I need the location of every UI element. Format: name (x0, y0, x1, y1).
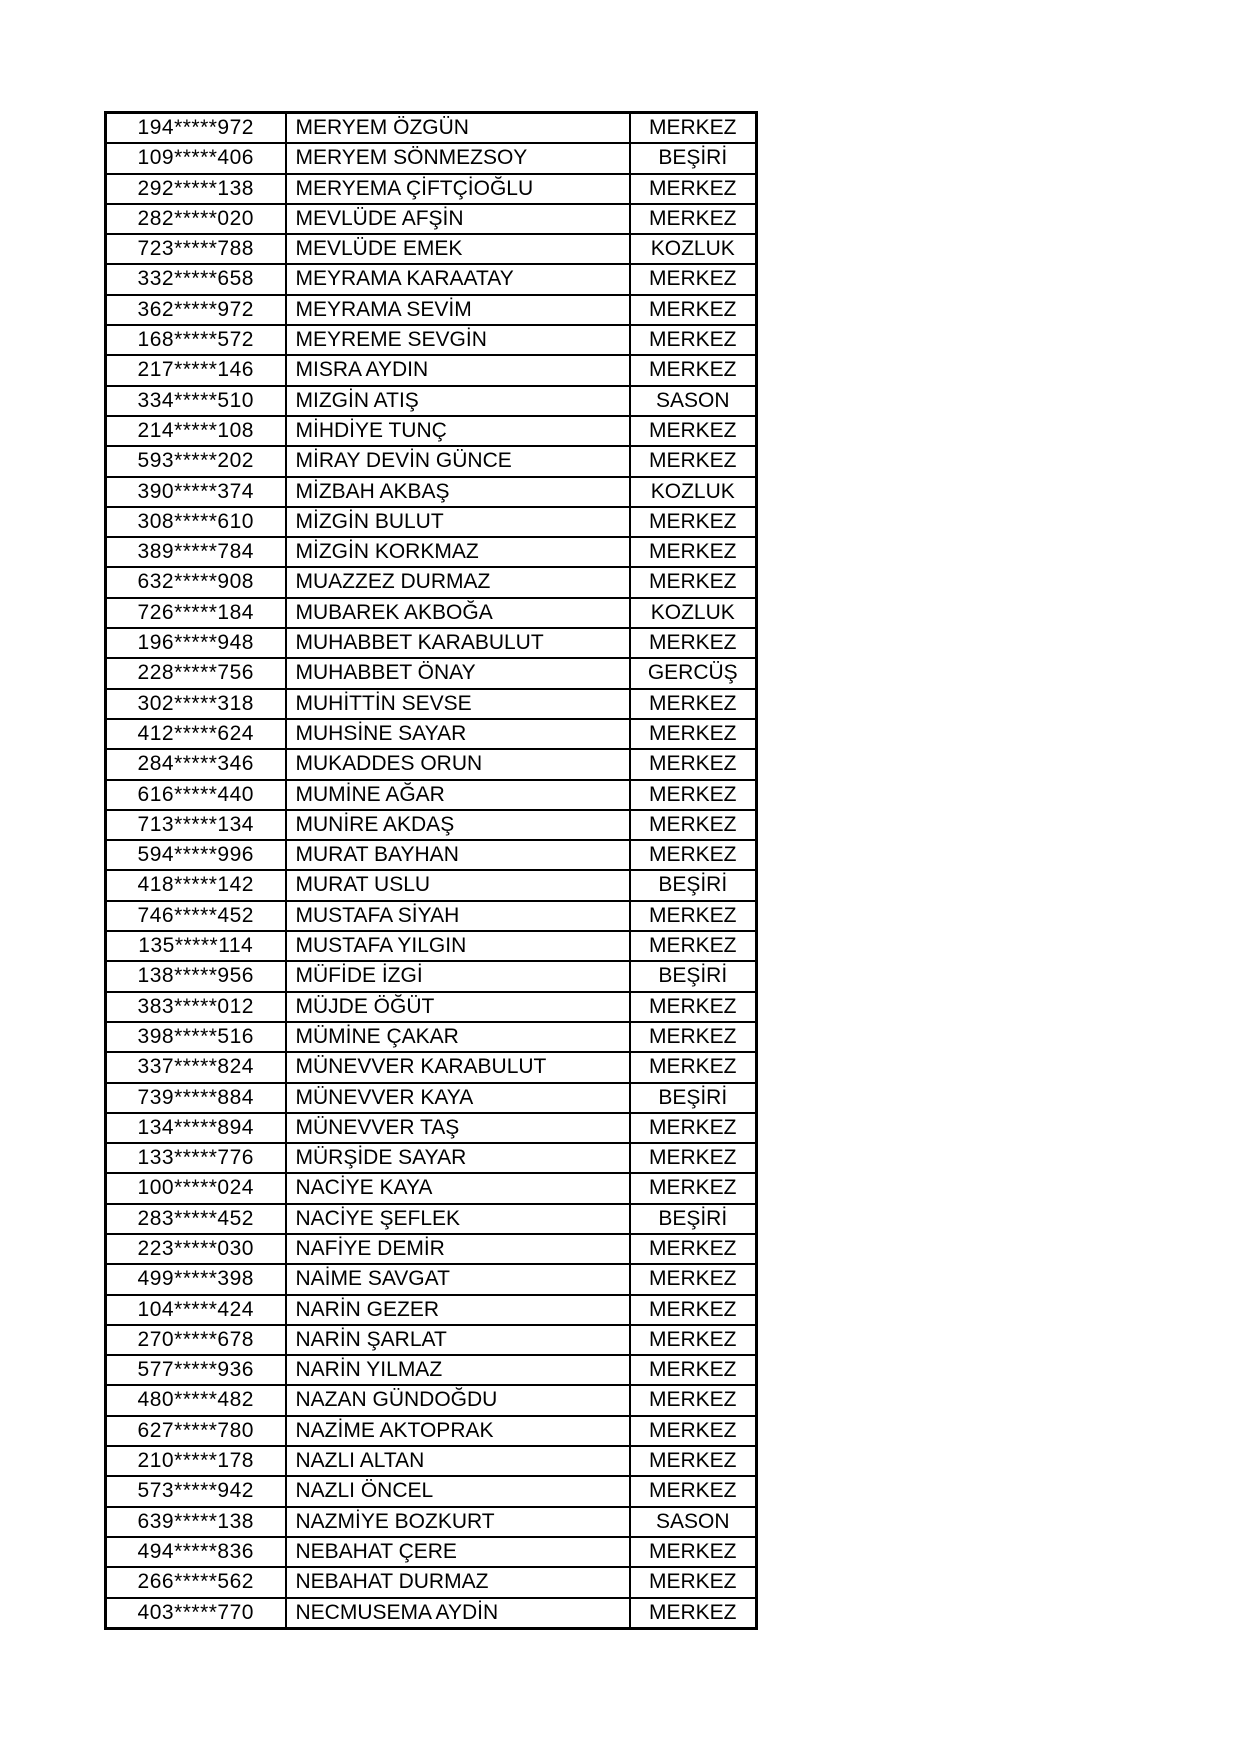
name-cell: MİZBAH AKBAŞ (286, 477, 630, 507)
district-cell: MERKEZ (630, 355, 757, 385)
table-row (106, 1173, 757, 1203)
masked-id-cell: 332*****658 (106, 264, 286, 294)
masked-id-cell: 593*****202 (106, 446, 286, 476)
name-cell: MİRAY DEVİN GÜNCE (286, 446, 630, 476)
name-cell: NARİN YILMAZ (286, 1355, 630, 1385)
name-cell: NARİN ŞARLAT (286, 1325, 630, 1355)
table-row (106, 1476, 757, 1506)
table-row (106, 567, 757, 597)
table-row (106, 1143, 757, 1173)
masked-id-cell: 418*****142 (106, 870, 286, 900)
table-row (106, 537, 757, 567)
masked-id-cell: 214*****108 (106, 416, 286, 446)
name-cell: MUHİTTİN SEVSE (286, 689, 630, 719)
masked-id-cell: 713*****134 (106, 810, 286, 840)
masked-id-cell: 362*****972 (106, 295, 286, 325)
district-cell: MERKEZ (630, 780, 757, 810)
district-cell: MERKEZ (630, 1537, 757, 1567)
district-cell: KOZLUK (630, 234, 757, 264)
name-cell: MUSTAFA YILGIN (286, 931, 630, 961)
district-cell: MERKEZ (630, 810, 757, 840)
table-row (106, 628, 757, 658)
district-cell: MERKEZ (630, 295, 757, 325)
table-row (106, 113, 757, 144)
records-table (104, 111, 758, 1630)
masked-id-cell: 616*****440 (106, 780, 286, 810)
table-row (106, 295, 757, 325)
district-cell: MERKEZ (630, 689, 757, 719)
name-cell: MIZGİN ATIŞ (286, 386, 630, 416)
district-cell: MERKEZ (630, 174, 757, 204)
table-row (106, 1264, 757, 1294)
masked-id-cell: 168*****572 (106, 325, 286, 355)
district-cell: MERKEZ (630, 840, 757, 870)
name-cell: NAZLI ALTAN (286, 1446, 630, 1476)
district-cell: SASON (630, 1507, 757, 1537)
masked-id-cell: 133*****776 (106, 1143, 286, 1173)
district-cell: MERKEZ (630, 1416, 757, 1446)
name-cell: MUSTAFA SİYAH (286, 901, 630, 931)
masked-id-cell: 627*****780 (106, 1416, 286, 1446)
table-row (106, 1446, 757, 1476)
table-row (106, 1385, 757, 1415)
name-cell: MUHABBET ÖNAY (286, 658, 630, 688)
table-row (106, 749, 757, 779)
name-cell: NAFİYE DEMİR (286, 1234, 630, 1264)
table-row (106, 689, 757, 719)
table-row (106, 1083, 757, 1113)
district-cell: MERKEZ (630, 992, 757, 1022)
name-cell: MEYRAMA KARAATAY (286, 264, 630, 294)
masked-id-cell: 577*****936 (106, 1355, 286, 1385)
district-cell: MERKEZ (630, 1355, 757, 1385)
masked-id-cell: 480*****482 (106, 1385, 286, 1415)
district-cell: GERCÜŞ (630, 658, 757, 688)
district-cell: MERKEZ (630, 931, 757, 961)
table-row (106, 931, 757, 961)
records-table-body (106, 113, 757, 1629)
masked-id-cell: 632*****908 (106, 567, 286, 597)
district-cell: BEŞİRİ (630, 961, 757, 991)
masked-id-cell: 135*****114 (106, 931, 286, 961)
name-cell: NAZMİYE BOZKURT (286, 1507, 630, 1537)
district-cell: MERKEZ (630, 1264, 757, 1294)
district-cell: MERKEZ (630, 1022, 757, 1052)
masked-id-cell: 266*****562 (106, 1567, 286, 1597)
district-cell: MERKEZ (630, 901, 757, 931)
masked-id-cell: 138*****956 (106, 961, 286, 991)
district-cell: MERKEZ (630, 1325, 757, 1355)
district-cell: MERKEZ (630, 749, 757, 779)
masked-id-cell: 270*****678 (106, 1325, 286, 1355)
name-cell: MUHABBET KARABULUT (286, 628, 630, 658)
masked-id-cell: 334*****510 (106, 386, 286, 416)
table-row (106, 325, 757, 355)
district-cell: MERKEZ (630, 537, 757, 567)
district-cell: MERKEZ (630, 1567, 757, 1597)
masked-id-cell: 217*****146 (106, 355, 286, 385)
district-cell: MERKEZ (630, 264, 757, 294)
district-cell: MERKEZ (630, 1113, 757, 1143)
name-cell: MÜRŞİDE SAYAR (286, 1143, 630, 1173)
district-cell: MERKEZ (630, 1143, 757, 1173)
district-cell: MERKEZ (630, 446, 757, 476)
district-cell: MERKEZ (630, 1295, 757, 1325)
name-cell: NACİYE ŞEFLEK (286, 1204, 630, 1234)
masked-id-cell: 573*****942 (106, 1476, 286, 1506)
district-cell: MERKEZ (630, 567, 757, 597)
district-cell: MERKEZ (630, 507, 757, 537)
masked-id-cell: 223*****030 (106, 1234, 286, 1264)
district-cell: BEŞİRİ (630, 870, 757, 900)
district-cell: BEŞİRİ (630, 1204, 757, 1234)
name-cell: MUBAREK AKBOĞA (286, 598, 630, 628)
district-cell: MERKEZ (630, 1476, 757, 1506)
table-row (106, 143, 757, 173)
masked-id-cell: 639*****138 (106, 1507, 286, 1537)
name-cell: NARİN GEZER (286, 1295, 630, 1325)
table-row (106, 507, 757, 537)
table-row (106, 1598, 757, 1629)
name-cell: MEVLÜDE EMEK (286, 234, 630, 264)
masked-id-cell: 228*****756 (106, 658, 286, 688)
table-row (106, 1567, 757, 1597)
table-row (106, 1295, 757, 1325)
table-row (106, 1507, 757, 1537)
district-cell: MERKEZ (630, 1173, 757, 1203)
masked-id-cell: 100*****024 (106, 1173, 286, 1203)
district-cell: MERKEZ (630, 628, 757, 658)
name-cell: NAZLI ÖNCEL (286, 1476, 630, 1506)
name-cell: MUKADDES ORUN (286, 749, 630, 779)
name-cell: MÜJDE ÖĞÜT (286, 992, 630, 1022)
name-cell: MÜMİNE ÇAKAR (286, 1022, 630, 1052)
district-cell: BEŞİRİ (630, 1083, 757, 1113)
name-cell: NEBAHAT ÇERE (286, 1537, 630, 1567)
table-row (106, 477, 757, 507)
masked-id-cell: 210*****178 (106, 1446, 286, 1476)
masked-id-cell: 499*****398 (106, 1264, 286, 1294)
district-cell: MERKEZ (630, 325, 757, 355)
table-row (106, 780, 757, 810)
table-row (106, 355, 757, 385)
name-cell: MEVLÜDE AFŞİN (286, 204, 630, 234)
table-row (106, 1113, 757, 1143)
name-cell: MERYEM ÖZGÜN (286, 113, 630, 144)
masked-id-cell: 337*****824 (106, 1052, 286, 1082)
masked-id-cell: 383*****012 (106, 992, 286, 1022)
name-cell: NEBAHAT DURMAZ (286, 1567, 630, 1597)
table-row (106, 1416, 757, 1446)
name-cell: NAZİME AKTOPRAK (286, 1416, 630, 1446)
table-row (106, 174, 757, 204)
table-row (106, 446, 757, 476)
name-cell: MİZGİN BULUT (286, 507, 630, 537)
masked-id-cell: 282*****020 (106, 204, 286, 234)
district-cell: KOZLUK (630, 598, 757, 628)
district-cell: MERKEZ (630, 416, 757, 446)
district-cell: MERKEZ (630, 1385, 757, 1415)
district-cell: MERKEZ (630, 1598, 757, 1629)
district-cell: KOZLUK (630, 477, 757, 507)
name-cell: MISRA AYDIN (286, 355, 630, 385)
district-cell: MERKEZ (630, 1234, 757, 1264)
name-cell: MEYRAMA SEVİM (286, 295, 630, 325)
name-cell: MERYEM SÖNMEZSOY (286, 143, 630, 173)
table-row (106, 1204, 757, 1234)
name-cell: MÜFİDE İZGİ (286, 961, 630, 991)
district-cell: BEŞİRİ (630, 143, 757, 173)
table-row (106, 870, 757, 900)
masked-id-cell: 594*****996 (106, 840, 286, 870)
masked-id-cell: 194*****972 (106, 113, 286, 144)
table-row (106, 992, 757, 1022)
name-cell: MİHDİYE TUNÇ (286, 416, 630, 446)
table-row (106, 234, 757, 264)
table-row (106, 840, 757, 870)
masked-id-cell: 302*****318 (106, 689, 286, 719)
table-row (106, 386, 757, 416)
masked-id-cell: 308*****610 (106, 507, 286, 537)
name-cell: MÜNEVVER TAŞ (286, 1113, 630, 1143)
table-row (106, 1537, 757, 1567)
table-row (106, 1234, 757, 1264)
name-cell: NECMUSEMA AYDİN (286, 1598, 630, 1629)
masked-id-cell: 104*****424 (106, 1295, 286, 1325)
name-cell: MÜNEVVER KAYA (286, 1083, 630, 1113)
table-row (106, 204, 757, 234)
district-cell: SASON (630, 386, 757, 416)
district-cell: MERKEZ (630, 1052, 757, 1082)
table-row (106, 719, 757, 749)
masked-id-cell: 403*****770 (106, 1598, 286, 1629)
district-cell: MERKEZ (630, 113, 757, 144)
name-cell: MİZGİN KORKMAZ (286, 537, 630, 567)
table-row (106, 1022, 757, 1052)
name-cell: MERYEMA ÇİFTÇİOĞLU (286, 174, 630, 204)
table-row (106, 1052, 757, 1082)
name-cell: NAZAN GÜNDOĞDU (286, 1385, 630, 1415)
masked-id-cell: 412*****624 (106, 719, 286, 749)
name-cell: MUMİNE AĞAR (286, 780, 630, 810)
table-row (106, 1355, 757, 1385)
masked-id-cell: 284*****346 (106, 749, 286, 779)
table-row (106, 264, 757, 294)
name-cell: MURAT USLU (286, 870, 630, 900)
masked-id-cell: 389*****784 (106, 537, 286, 567)
table-row (106, 416, 757, 446)
district-cell: MERKEZ (630, 719, 757, 749)
table-row (106, 598, 757, 628)
masked-id-cell: 134*****894 (106, 1113, 286, 1143)
table-row (106, 961, 757, 991)
table-row (106, 810, 757, 840)
table-row (106, 1325, 757, 1355)
masked-id-cell: 746*****452 (106, 901, 286, 931)
masked-id-cell: 283*****452 (106, 1204, 286, 1234)
masked-id-cell: 494*****836 (106, 1537, 286, 1567)
name-cell: MEYREME SEVGİN (286, 325, 630, 355)
masked-id-cell: 739*****884 (106, 1083, 286, 1113)
name-cell: MÜNEVVER KARABULUT (286, 1052, 630, 1082)
masked-id-cell: 398*****516 (106, 1022, 286, 1052)
masked-id-cell: 726*****184 (106, 598, 286, 628)
name-cell: NAİME SAVGAT (286, 1264, 630, 1294)
table-row (106, 658, 757, 688)
district-cell: MERKEZ (630, 1446, 757, 1476)
masked-id-cell: 109*****406 (106, 143, 286, 173)
name-cell: MURAT BAYHAN (286, 840, 630, 870)
masked-id-cell: 292*****138 (106, 174, 286, 204)
masked-id-cell: 196*****948 (106, 628, 286, 658)
name-cell: MUHSİNE SAYAR (286, 719, 630, 749)
name-cell: MUNİRE AKDAŞ (286, 810, 630, 840)
name-cell: NACİYE KAYA (286, 1173, 630, 1203)
masked-id-cell: 390*****374 (106, 477, 286, 507)
district-cell: MERKEZ (630, 204, 757, 234)
name-cell: MUAZZEZ DURMAZ (286, 567, 630, 597)
table-row (106, 901, 757, 931)
masked-id-cell: 723*****788 (106, 234, 286, 264)
